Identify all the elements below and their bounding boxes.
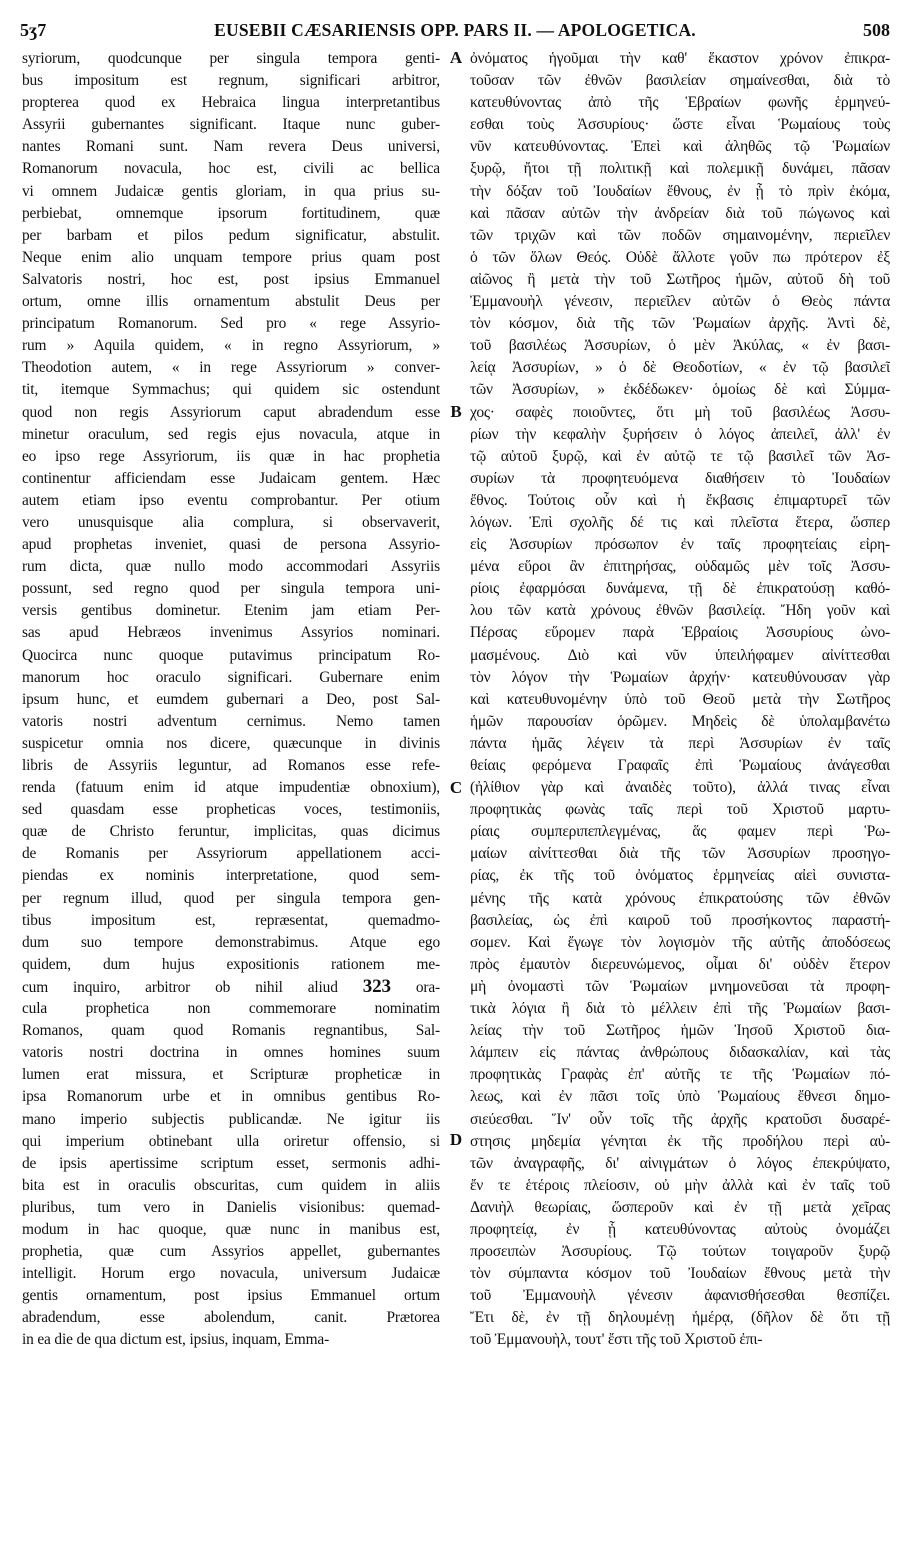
text-line: Salvatoris nostri, hoc est, post ipsius Emmanuel — [22, 270, 440, 288]
text-line: bus impositum est regnum, significari arbitror, — [22, 72, 440, 90]
text-line: de ipsis apertissime scriptum esset, sermonis adhi- — [22, 1154, 440, 1172]
text-line: τοῦ Ἐμμανουὴλ γένεσιν ἀφανισθήσεσθαι θεσπίζει. — [470, 1287, 890, 1305]
page-header — [20, 14, 890, 44]
text-line: μαίων αἰνίττεσθαι διὰ τῆς τῶν Ἀσσυρίων προσηγο- — [470, 845, 890, 863]
text-line: τῶν Ἀσσυρίων, » ἐκδέδωκεν· ὁμοίως δὲ καὶ Σύμμα- — [470, 381, 890, 399]
text-line: μασμένους. Διὸ καὶ νῦν ὑπειλήφαμεν αἰνίττεσθαι — [470, 646, 890, 664]
text-line: χος· σαφὲς ποιοῦντες, ὅτι μὴ τοῦ βασιλέως Ἀσσυ- — [470, 403, 890, 421]
text-line: λείᾳ Ἀσσυρίων, » ὁ δὲ Θεοδοτίων, « ἐν τῷ βασιλεῖ — [470, 359, 890, 377]
text-line: autem etiam ipso eventu comprobantur. Per otium — [22, 491, 440, 509]
text-line: lumen erat missura, et Scripturæ propheticæ in — [22, 1066, 440, 1084]
text-line: gentis ornamentum, post ipsius Emmanuel ortum — [22, 1287, 440, 1305]
text-line: perbiebat, omnemque ipsorum fortitudinem, quæ — [22, 204, 440, 222]
text-line: μὴ ὀνομαστὶ τῶν Ῥωμαίων μνημονεῦσαι τὰ προφη- — [470, 977, 890, 995]
text-line: tit, itemque Symmachus; qui quidem sic ostendunt — [22, 381, 440, 399]
text-line: sas apud Hebræos invenimus Assyrios nominari. — [22, 624, 440, 642]
text-line: propterea quod ex Hebraica lingua interpretantibus — [22, 94, 440, 112]
text-line: λεως, καὶ ἐν πᾶσι τοῖς ὑπὸ Ῥωμαίους ἔθνεσι δημο- — [470, 1088, 890, 1106]
running-title: EUSEBII CÆSARIENSIS OPP. PARS II. — APOLOGETICA. — [214, 20, 696, 40]
text-line: τῶν τριχῶν καὶ τῶν ποδῶν σημαινομένην, περιεῖλεν — [470, 226, 890, 244]
text-line: rum » Aquila quidem, « in regno Assyriorum, » — [22, 337, 440, 355]
text-line: versis gentibus dominetur. Etenim jam etiam Per- — [22, 602, 440, 620]
text-line: προφητείᾳ, ἐν ᾗ κατευθύνοντας αὐτοὺς ὀνομάζει — [470, 1220, 890, 1238]
text-line: mano imperio subjectis publicandæ. Ne igitur iis — [22, 1110, 440, 1128]
section-marker-b: B — [450, 402, 462, 421]
text-line: modum in hac quoque, quæ nunc in manibus est, — [22, 1220, 440, 1238]
text-line: syriorum, quodcunque per singula tempora genti- — [22, 50, 440, 67]
text-line: ρίαις συμπεριπεπλεγμένας, ἅς φαμεν περὶ Ῥω- — [470, 823, 890, 841]
text-line: σομεν. Καὶ ἔγωγε τὸν λογισμὸν τῆς αὐτῆς ἀποδόσεως — [470, 933, 890, 951]
text-line: Ἔτι δὲ, ἐν τῇ δηλουμένῃ ἡμέρᾳ, (δῆλον δὲ ὅτι τῇ — [470, 1309, 890, 1327]
text-line: πρὸς ἐμαυτὸν διερευνώμενος, οἶμαι δι' οὐδὲν ἕτερον — [470, 955, 890, 973]
text-line: εἰς Ἀσσυρίων πρόσωπον ἐν ταῖς προφητείαις εἰρη- — [470, 536, 890, 554]
text-line: nantes Romani sunt. Nam revera Deus universi, — [22, 138, 440, 156]
section-marker-c: C — [449, 778, 463, 797]
text-line: tibus impositum est, repræsentat, quemadmo- — [22, 911, 440, 929]
text-line: νῦν κατευθύνοντας. Ἐπεὶ καὶ ἀληθῶς τῷ Ῥωμαίων — [470, 138, 890, 156]
section-marker-d: D — [449, 1130, 463, 1149]
text-line: continentur afficiendam esse Judaicam gentem. Hæc — [22, 469, 440, 487]
text-line: Romanos, quam quod Romanis regnantibus, Sal- — [22, 1022, 440, 1040]
text-line: ipsa Romanorum urbe et in omnibus gentibus Ro- — [22, 1088, 440, 1106]
text-line: quidem, dum hujus expositionis rationem me- — [22, 955, 440, 973]
text-line: rum dicta, quæ nullo modo accommodari Assyriis — [22, 558, 440, 576]
text-line: τῶν ἀναγραφῆς, δι' αἰνιγμάτων ὁ λόγος ἐπεκρύψατο, — [470, 1154, 890, 1172]
text-line: στησις μηδεμία γένηται ἐκ τῆς προδήλου περὶ αὐ- — [470, 1132, 890, 1150]
text-line: κατευθύνοντας ἀπὸ τῆς Ἑβραίων φωνῆς ἑρμηνεύ- — [470, 94, 890, 112]
text-line: τὸν κόσμον, διὰ τῆς τῶν Ῥωμαίων ἀρχῆς. Ἀντὶ δὲ, — [470, 315, 890, 333]
text-line: vi omnem Judaicæ gentis gloriam, in qua prius su- — [22, 182, 440, 200]
text-line: συρίων τὰ προφητευόμενα διαθήσειν τὸ Ἰουδαίων — [470, 469, 890, 487]
text-line: renda (fatuum enim id atque impudentiæ obnoxium), — [22, 779, 440, 797]
text-line: αἰῶνος ἢ μετὰ τὴν τοῦ Σωτῆρος ἡμῶν, αὐτοῦ δὴ τοῦ — [470, 270, 890, 288]
text-line: τὸν σύμπαντα κόσμον τοῦ Ἰουδαίων ἔθνους μετὰ τὴν — [470, 1265, 890, 1283]
text-line: ὀνόματος ἡγοῦμαι τὴν καθ' ἕκαστον χρόνον ἐπικρα- — [470, 50, 890, 67]
text-line: quæ de Christo feruntur, implicitas, quas dicimus — [22, 823, 440, 841]
text-line: Theodotion autem, « in rege Assyriorum » conver- — [22, 359, 440, 377]
text-line: principatum Romanorum. Sed pro « rege Assyrio- — [22, 315, 440, 333]
text-line: suspicetur omnia nos dicere, quæcunque in divinis — [22, 734, 440, 752]
text-line: ρίας, ἐκ τῆς τοῦ ὀνόματος ἑρμηνείας αἰεὶ συνιστα- — [470, 867, 890, 885]
text-line: μένης τῆς κατὰ χρόνους ἐπικρατούσης τῶν ἐθνῶν — [470, 889, 890, 907]
text-line: προφητικὰς Γραφὰς ἐπ' αὐτῆς τε τῆς Ῥωμαίων πό- — [470, 1066, 890, 1084]
text-line: (ἠλίθιον γὰρ καὶ ἀναιδὲς τοῦτο), ἀλλά τινας εἶναι — [470, 779, 890, 797]
text-line: Assyrii gubernantes significant. Itaque nunc guber- — [22, 116, 440, 134]
text-line: qui imperium obtinebant ulla oriretur offensio, si — [22, 1132, 440, 1150]
text-line: λόγων. Ἐπὶ σχολῆς δέ τις καὶ πλεῖστα ἕτερα, ὥσπερ — [470, 513, 890, 531]
text-line: λάμπειν εἰς πάντας ἀνθρώπους διδασκαλίαν, καὶ τὰς — [470, 1044, 890, 1062]
text-line: sed quasdam esse propheticas voces, testimoniis, — [22, 801, 440, 819]
page-number-right: 508 — [863, 20, 890, 40]
text-line: καὶ κατευθυνομένην ὑπὸ τοῦ Θεοῦ μετὰ τὴν Σωτῆρος — [470, 690, 890, 708]
text-line: ρίων τὴν κεφαλὴν ξυρήσειν ὁ λόγος ἀπειλεῖ, ἀλλ' ἐν — [470, 425, 890, 443]
text-line: prophetia, quæ cum Assyrios appellet, gubernantes — [22, 1243, 440, 1261]
text-line: Πέρσας εὕρομεν παρὰ Ἑβραίοις Ἀσσυρίους ὠνο- — [470, 624, 890, 642]
text-line: Romanorum novacula, hoc est, civili ac bellica — [22, 160, 440, 178]
text-line: Δανιὴλ θεωρίαις, ὥσπεροῦν καὶ ἐν τῇ μετὰ χεῖρας — [470, 1198, 890, 1216]
text-line: Neque enim alio unquam tempore prius quam post — [22, 248, 440, 266]
text-line: ξυρῷ, ἤτοι τῇ πολιτικῇ καὶ πολεμικῇ δυνάμει, πᾶσαν — [470, 160, 890, 178]
text-line: προφητικὰς φωνὰς ταῖς περὶ τοῦ Χριστοῦ μαρτυ- — [470, 801, 890, 819]
marginal-number: 323 — [362, 975, 391, 997]
text-line: εσθαι τοὺς Ἀσσυρίους· ὥστε εἶναι Ῥωμαίους τοὺς — [470, 116, 890, 134]
text-line: ρίοις ἐφαρμόσαι δυνάμενα, τῇ δὲ ἐπικρατούσῃ καθό- — [470, 580, 890, 598]
text-line: ἡμῶν παρουσίαν ὁρῶμεν. Μηδεὶς δὲ ὑπολαμβανέτω — [470, 712, 890, 730]
text-line: καὶ πᾶσαν αὐτῶν τὴν ἀνδρείαν διὰ τοῦ πώγωνος καὶ — [470, 204, 890, 222]
text-line: manorum hoc oraculo significari. Gubernare enim — [22, 668, 440, 686]
text-line: bita est in oraculis obscuritas, cum quidem in aliis — [22, 1176, 440, 1194]
text-line: ortum, omne illis ornamentum abstulit Deus per — [22, 293, 440, 311]
text-line: ipsum hunc, et eumdem gubernari a Deo, post Sal- — [22, 690, 440, 708]
text-line: θείαις φερόμενα Γραφαῖς ἐπὶ Ῥωμαίους ἀνάγεσθαι — [470, 757, 890, 774]
text-line: τὴν δόξαν τοῦ Ἰουδαίων ἔθνους, ἐν ᾗ τὸ πρὶν ἐκόμα, — [470, 182, 890, 200]
text-line: vatoris nostri doctrina in omnes homines suum — [22, 1044, 440, 1062]
text-line: per regnum illud, quod per singula tempora gen- — [22, 889, 440, 907]
text-line: Quocirca nunc quoque putavimus principatum Ro- — [22, 646, 440, 664]
text-line: piendas ex nominis interpretatione, quod sem- — [22, 867, 440, 885]
text-line: πάντα ἡμᾶς λέγειν τὰ περὶ Ἀσσυρίων ἐν ταῖς — [470, 734, 890, 752]
text-line: minetur oraculum, sed regis ejus novacula, atque in — [22, 425, 440, 443]
latin-column — [22, 48, 440, 1352]
text-line: λείας τὴν τοῦ Σωτῆρος ἡμῶν Ἰησοῦ Χριστοῦ δια- — [470, 1022, 890, 1040]
text-line: per barbam et pilos pedum significatur, abstulit. — [22, 226, 440, 244]
page-number-left: 5ʒ7 — [20, 20, 47, 40]
text-line: vatoris nostri adventum cernimus. Nemo tamen — [22, 712, 440, 730]
section-marker-a: A — [449, 48, 463, 67]
text-line: σιεύεσθαι. Ἵν' οὖν τοῖς τῆς ἀρχῆς κρατοῦσι δυσαρέ- — [470, 1110, 890, 1128]
text-line: in ea die de qua dictum est, ipsius, inquam, Emma- — [22, 1331, 330, 1349]
text-line: τῷ αὐτοῦ ξυρῷ, καὶ ἐν αὐτῷ τε τῷ βασιλεῖ τῶν Ἀσ- — [470, 447, 890, 465]
text-line: possunt, sed regno quod per singula tempora uni- — [22, 580, 440, 598]
text-line: μένα εὕροι ἂν ἐπιτηρήσας, οὐδαμῶς μὲν τοῖς Ἀσσυ- — [470, 558, 890, 576]
greek-column — [470, 48, 890, 1352]
text-line: λου τῶν κατὰ χρόνους ἐθνῶν βασιλείᾳ. Ἤδη γοῦν καὶ — [470, 602, 890, 620]
text-line: libris de Assyriis leguntur, ad Romanos esse refe- — [22, 757, 440, 774]
text-line: apud prophetas inveniet, quasi de persona Assyrio- — [22, 536, 440, 554]
text-line: dum suo tempore demonstrabimus. Atque ego — [22, 933, 440, 951]
text-line: τικὰ λόγια ἢ διὰ τὸ μέλλειν ἐπὶ τῆς Ῥωμαίων βασι- — [470, 1000, 890, 1018]
text-line: προσειπὼν Ἀσσυρίους. Τῷ τούτων τοιγαροῦν ξυρῷ — [470, 1243, 890, 1261]
text-line: τοῦ Ἐμμανουὴλ, τουτ' ἔστι τῆς τοῦ Χριστοῦ ἐπι- — [470, 1331, 763, 1349]
text-line: ἔν τε ἑτέροις πλείοσιν, οὐ μὴν ἀλλὰ καὶ ἐν ταῖς τοῦ — [470, 1176, 890, 1194]
text-line: eo ipso rege Assyriorum, iis quæ in hac prophetia — [22, 447, 440, 465]
text-line: Ἐμμανουὴλ γένεσιν, περιεῖλεν αὐτῶν ὁ Θεὸς πάντα — [470, 293, 890, 311]
text-line: τοῦσαν τῶν ἐθνῶν βασιλείαν σημαίνεσθαι, διὰ τὸ — [470, 72, 890, 90]
text-line: τὸν λόγον τὴν Ῥωμαίων ἀρχήν· κατευθύνουσαν γὰρ — [470, 668, 890, 686]
text-line: pluribus, tum vero in Danielis visionibus: quemad- — [22, 1198, 440, 1216]
text-line: quod non regis Assyriorum caput abradendum esse — [22, 403, 440, 421]
text-line: de Romanis per Assyriorum appellationem acci- — [22, 845, 440, 863]
text-line: abradendum, esse abolendum, canit. Prætorea — [22, 1309, 440, 1327]
text-line: intelligit. Horum ergo novacula, universum Judaicæ — [22, 1265, 440, 1283]
text-line: ἔθνος. Τούτοις οὖν καὶ ἡ ἔκβασις ἐπιμαρτυρεῖ τῶν — [470, 491, 890, 509]
text-line: τοῦ βασιλέως Ἀσσυρίων, ὁ μὲν Ἀκύλας, « ἐν βασι- — [470, 337, 890, 355]
text-line: βασιλείας, ὡς ἐπὶ καιροῦ τοῦ προσήκοντος παραστή- — [470, 911, 890, 929]
text-line: cula prophetica non commemorare nominatim — [22, 1000, 440, 1018]
text-line: cum inquiro, arbitror ob nihil aliud 323 ora- — [22, 975, 440, 997]
text-line: vero unusquisque alia complura, si observaverit, — [22, 513, 440, 531]
text-line: ὁ τῶν ὅλων Θεός. Οὐδὲ ἄλλοτε γοῦν πω πρότερον ἐξ — [470, 248, 890, 266]
